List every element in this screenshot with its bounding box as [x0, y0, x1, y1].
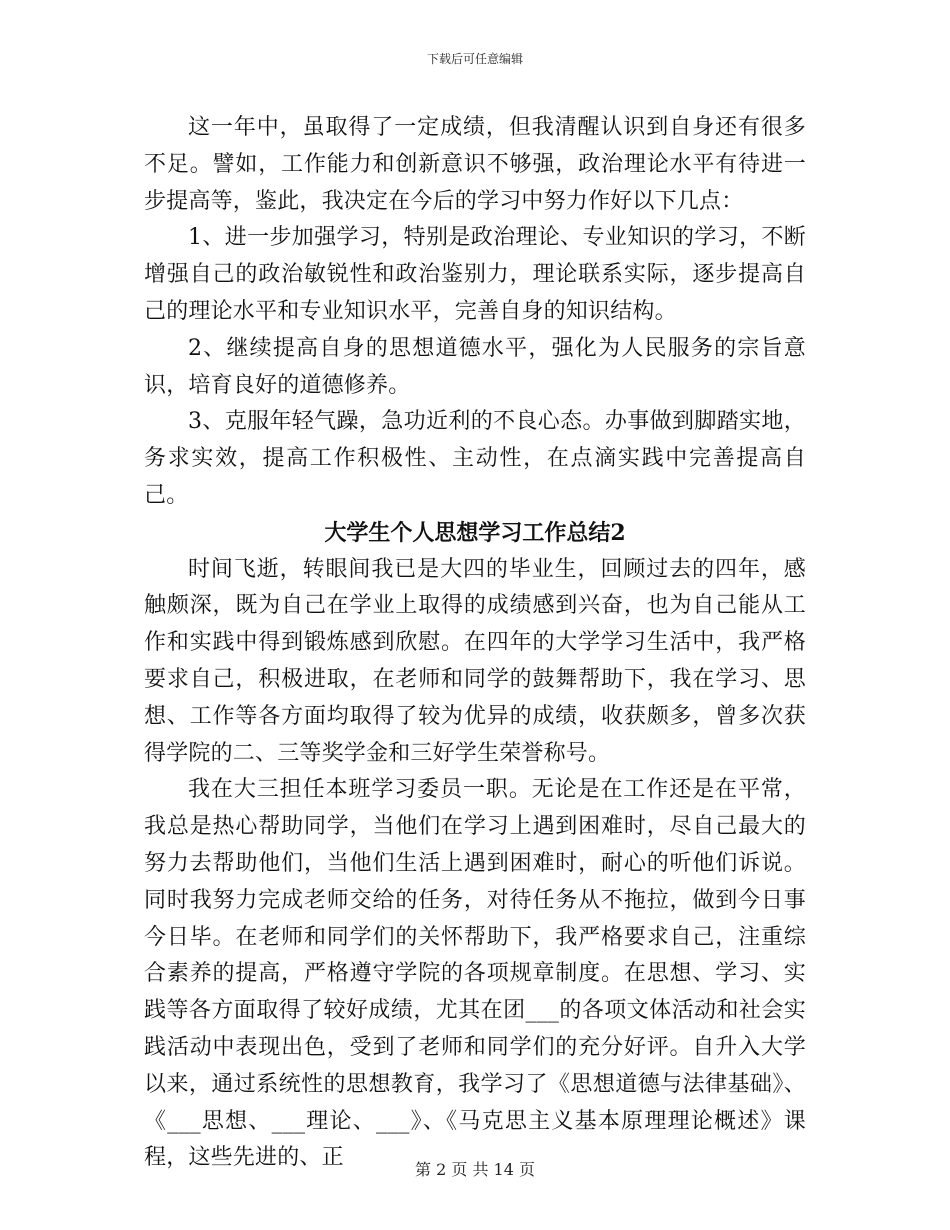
paragraph-point-2: 2、继续提高自身的思想道德水平，强化为人民服务的宗旨意识，培育良好的道德修养。	[144, 335, 806, 398]
page-footer: 第 2 页 共 14 页	[415, 1160, 535, 1179]
paragraph-intro: 时间飞逝，转眼间我已是大四的毕业生，回顾过去的四年，感触颇深，既为自己在学业上取得的成绩感到兴奋，也为自己能从工作和实践中得到锻炼感到欣慰。在四年的大学学习生活中，我严格要求自己，积极进取，在老师和同学的鼓舞帮助下，我在学习、思想、工作等各方面均取得了较为优异的成绩，收获颇多，曾多次获得学院的二、三等奖学金和三好学生荣誉称号。	[144, 556, 806, 766]
page-header: 下载后可任意编辑	[426, 52, 523, 66]
paragraph-class-committee: 我在大三担任本班学习委员一职。无论是在工作还是在平常，我总是热心帮助同学，当他们在学习上遇到困难时，尽自己最大的努力去帮助他们，当他们生活上遇到困难时，耐心的听他们诉说。同时我努力完成老师交给的任务，对待任务从不拖拉，做到今日事今日毕。在老师和同学们的关怀帮助下，我严格要求自己，注重综合素养的提高，严格遵守学院的各项规章制度。在思想、学习、实践等各方面取得了较好成绩，尤其在团___的各项文体活动和社会实践活动中表现出色，受到了老师和同学们的充分好评。自升入大学以来，通过系统性的思想教育，我学习了《思想道德与法律基础》、《___思想、___理论、___》、《马克思主义基本原理理论概述》课程，这些先进的、正	[144, 777, 806, 1171]
paragraph-point-3: 3、克服年轻气躁，急功近利的不良心态。办事做到脚踏实地，务求实效，提高工作积极性、主动性，在点滴实践中完善提高自己。	[144, 409, 806, 508]
paragraph-shortcomings: 这一年中，虽取得了一定成绩，但我清醒认识到自身还有很多不足。譬如，工作能力和创新意识不够强，政治理论水平有待进一步提高等，鉴此，我决定在今后的学习中努力作好以下几点：	[144, 115, 806, 214]
section-title: 大学生个人思想学习工作总结2	[324, 519, 626, 546]
document-body	[144, 110, 806, 1177]
paragraph-point-1: 1、进一步加强学习，特别是政治理论、专业知识的学习，不断增强自己的政治敏锐性和政治鉴别力，理论联系实际，逐步提高自己的理论水平和专业知识水平，完善自身的知识结构。	[144, 225, 806, 324]
